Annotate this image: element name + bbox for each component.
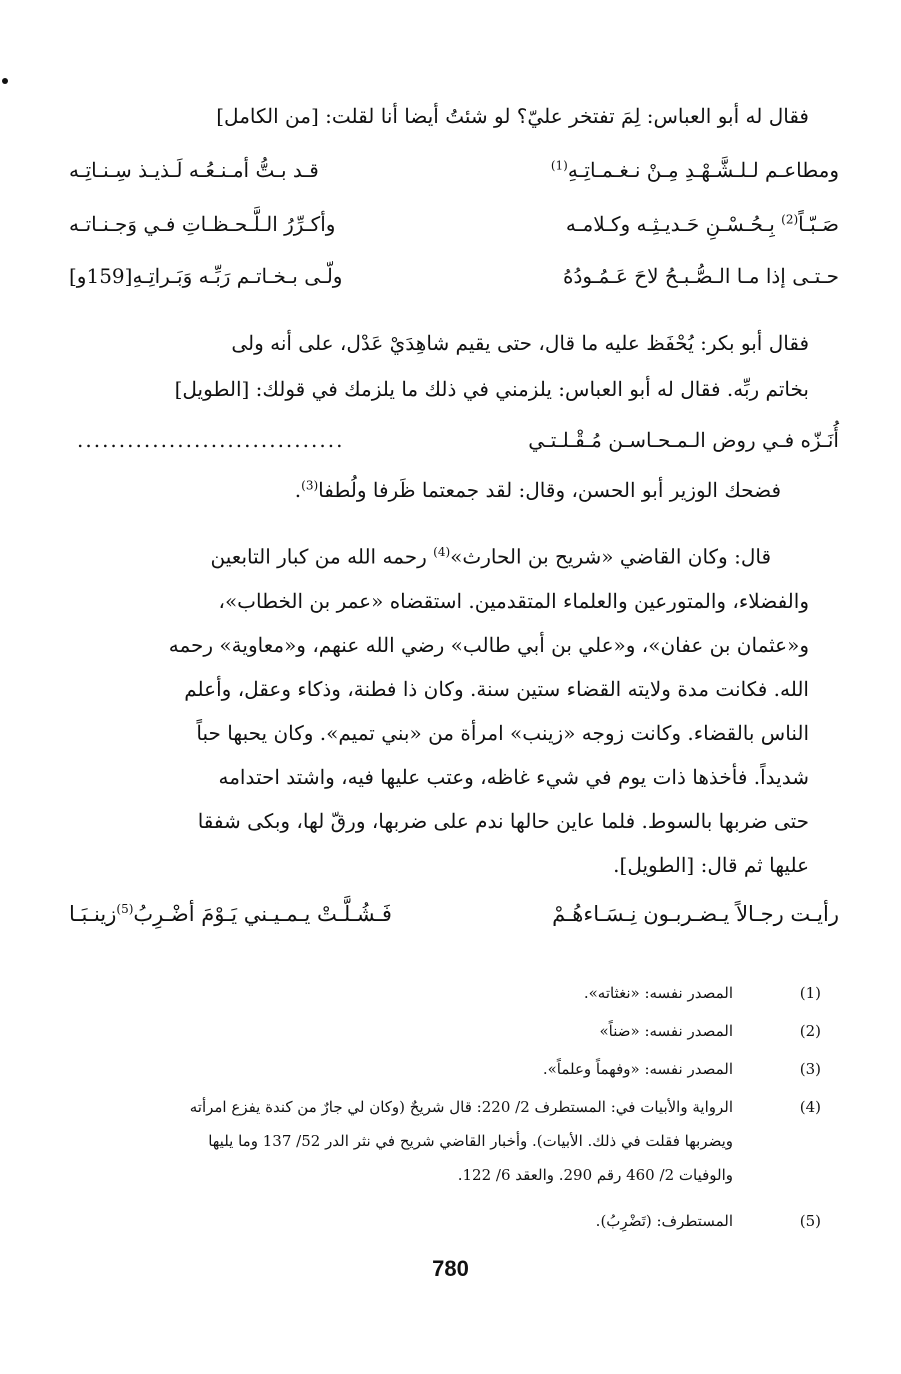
footnote-number: (4) <box>799 1098 821 1116</box>
verse-hemistich-first: صَـبّـاً$^{(2)}$ بِـحُـسْـنِ حَـديـثِـه وكـلامـه <box>565 212 839 236</box>
text-line: فقال أبو بكر: يُحْفَظ عليه ما قال، حتى يقيم شاهِدَيْ عَدْل، على أنه ولى <box>231 331 809 355</box>
verse-ellipsis: ................................ <box>77 428 345 452</box>
text-line: فقال له أبو العباس: لِمَ تفتخر عليّ؟ لو شئتُ أيضا أنا لقلت: [من الكامل] <box>216 104 809 128</box>
footnote-number: (2) <box>799 1022 821 1040</box>
verse-hemistich-second: قـد بـتُّ أمـنـعُـه لَـذيـذ سِـنـاتِـه <box>69 158 319 182</box>
verse-hemistich-first: حـتـى إذا مـا الـصُّـبـحُ لاحَ عَـمُـودُهُ <box>562 264 839 288</box>
footnote-text: المستطرف: (تَضْرِبُ). <box>595 1212 733 1230</box>
verse-hemistich-second: فَـشُـلَّـتْ يـمـيـني يَـوْمَ أضْـرِبُ$^{(5)}$زينـبَـا <box>69 902 392 926</box>
footnote-number: (5) <box>799 1212 821 1230</box>
paragraph-vizier <box>61 478 781 502</box>
verse-hemistich-first: ومطاعـم لـلـشَّـهْـدِ مِـنْ نـغـمـاتِـهِ$^{(1)}$ <box>550 158 839 182</box>
verse-hemistich-second: وأكـرِّرُ الـلَّـحـظـاتِ فـي وَجـنـاتـه <box>69 212 336 236</box>
text-line: فضحك الوزير أبو الحسن، وقال: لقد جمعتما ظَرفا ولُطفا$^{(3)}$. <box>294 478 781 502</box>
text-line: عليها ثم قال: [الطويل]. <box>613 852 809 877</box>
verse-line <box>69 212 839 242</box>
paragraph-response <box>89 320 809 412</box>
footnote-number: (1) <box>799 984 821 1002</box>
paragraph-intro <box>89 104 809 128</box>
footnote-ref: (1) <box>550 158 568 173</box>
text-line: شديداً. فأخذها ذات يوم في شيء غاظه، وعتب عليها فيه، واشتد احتدامه <box>218 764 809 789</box>
footnote-ref: (3) <box>301 478 319 493</box>
paragraph-judge-shurayh <box>89 530 809 887</box>
verse-line <box>69 428 839 458</box>
footnote-ref: (4) <box>433 545 451 559</box>
text-line: حتى ضربها بالسوط. فلما عاين حالها ندم على ضربها، ورقّ لها، وبكى شفقا <box>197 808 809 833</box>
footnote-ref: (2) <box>781 212 799 227</box>
footnote-ref: (5) <box>116 902 134 916</box>
footnote-text: ويضربها فقلت في ذلك. الأبيات). وأخبار القاضي شريح في نثر الدر 52/ 137 وما يليها <box>208 1132 733 1150</box>
page-number: 780 <box>432 1256 469 1281</box>
footnote-number: (3) <box>799 1060 821 1078</box>
verse-line <box>69 158 839 188</box>
footnote-text: والوفيات 2/ 460 رقم 290. والعقد 6/ 122. <box>457 1166 733 1184</box>
text-line: الناس بالقضاء. وكانت زوجه «زينب» امرأة من «بني تميم». وكان يحبها حباً <box>196 720 809 745</box>
verse-hemistich-first: رأيـت رجـالاً يـضـربـون نِـسَـاءهُـمْ <box>552 902 839 926</box>
margin-mark <box>2 78 8 84</box>
footnote-text: الرواية والأبيات في: المستطرف 2/ 220: قال شريحٌ (وكان لي جارٌ من كندة يفزع امرأته <box>189 1098 733 1116</box>
text-line: بخاتم ربِّه. فقال له أبو العباس: يلزمني في ذلك ما يلزمك في قولك: [الطويل] <box>174 377 809 401</box>
text-line: الله. فكانت مدة ولايته القضاء ستين سنة. وكان ذا فطنة، وذكاء وعقل، وأعلم <box>184 676 809 701</box>
verse-line <box>69 264 839 294</box>
footnote-text: المصدر نفسه: «وفهماً وعلماً». <box>542 1060 733 1078</box>
text-line: والفضلاء، والمتورعين والعلماء المتقدمين. استقضاه «عمر بن الخطاب»، <box>218 588 809 613</box>
text-line: قال: وكان القاضي «شريح بن الحارث»$^{(4)}$ رحمه الله من كبار التابعين <box>210 544 771 569</box>
verse-line <box>69 902 839 934</box>
footnote-text: المصدر نفسه: «نغثاته». <box>583 984 733 1002</box>
verse-hemistich-first: أُنَـزّه فـي روض الـمـحـاسـن مُـقْـلـتـي <box>528 428 839 452</box>
footnote-text: المصدر نفسه: «ضناً» <box>599 1022 733 1040</box>
text-line: و«عثمان بن عفان»، و«علي بن أبي طالب» رضي الله عنهم، و«معاوية» رحمه <box>168 632 809 657</box>
verse-hemistich-second: ولّـى بـخـاتـم رَبِّـه وَبَـراتِـهِ[159و] <box>69 264 343 288</box>
